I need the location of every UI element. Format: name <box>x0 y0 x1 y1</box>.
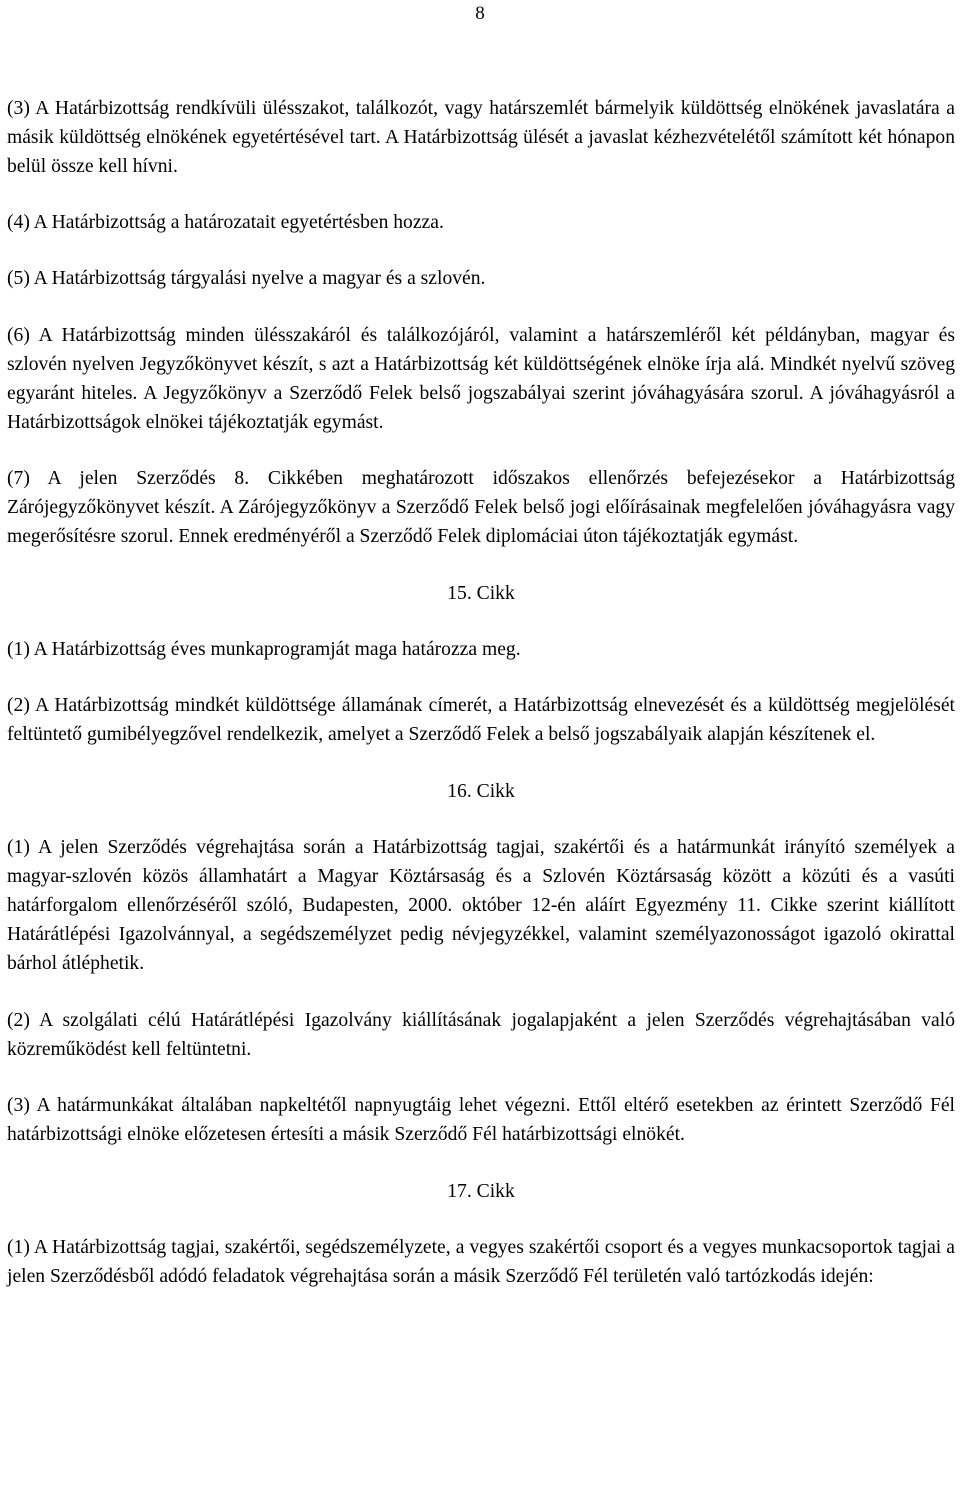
article-heading-17: 17. Cikk <box>447 1181 515 1202</box>
paragraph-16-1: (1) A jelen Szerződés végrehajtása során a Határbizottság tagjai, szakértői és a határmunkát irányító személyek a magyar-szlovén közös államhatárt a Magyar Köztársaság és a Szlovén Köztársaság között a közúti és a vasúti határforgalom ellenőrzéséről szóló, Budapesten, 2000. október 12-én aláírt Egyezmény 11. Cikke szerint kiállított Határátlépési Igazolvánnyal, a segédszemélyzet pedig névjegyzékkel, valamint személyazonosságot igazoló okirattal bárhol átléphetik. <box>7 837 955 974</box>
paragraph-16-3: (3) A határmunkákat általában napkeltétől napnyugtáig lehet végezni. Ettől eltérő esetekben az érintett Szerződő Fél határbizottsági elnöke előzetesen értesíti a másik Szerződő Fél határbizottsági elnökét. <box>7 1095 955 1145</box>
document-body <box>7 94 955 1291</box>
article-heading-15: 15. Cikk <box>447 583 515 604</box>
paragraph-14-3: (3) A Határbizottság rendkívüli ülésszakot, találkozót, vagy határszemlét bármelyik küldöttség elnökének javaslatára a másik küldöttség elnökének egyetértésével tart. A Határbizottság ülését a javaslat kézhezvételétől számított két hónapon belül össze kell hívni. <box>7 98 955 177</box>
paragraph-15-2: (2) A Határbizottság mindkét küldöttsége államának címerét, a Határbizottság elnevezését és a küldöttség megjelölését feltüntető gumibélyegzővel rendelkezik, amelyet a Szerződő Felek a belső jogszabályaik alapján készítenek el. <box>7 695 955 745</box>
paragraph-15-1: (1) A Határbizottság éves munkaprogramját maga határozza meg. <box>7 639 521 660</box>
paragraph-17-1: (1) A Határbizottság tagjai, szakértői, segédszemélyzete, a vegyes szakértői csoport és a vegyes munkacsoportok tagjai a jelen Szerződésből adódó feladatok végrehajtása során a másik Szerződő Fél területén való tartózkodás idején: <box>7 1237 955 1287</box>
paragraph-16-2: (2) A szolgálati célú Határátlépési Igazolvány kiállításának jogalapjaként a jelen Szerződés végrehajtásában való közreműködést kell feltüntetni. <box>7 1010 955 1060</box>
paragraph-14-7: (7) A jelen Szerződés 8. Cikkében meghatározott időszakos ellenőrzés befejezésekor a Határbizottság Zárójegyzőkönyvet készít. A Zárójegyzőkönyv a Szerződő Felek belső jogi előírásainak megfelelően jóváhagyásra vagy megerősítésre szorul. Ennek eredményéről a Szerződő Felek diplomáciai úton tájékoztatják egymást. <box>7 468 955 547</box>
paragraph-14-4: (4) A Határbizottság a határozatait egyetértésben hozza. <box>7 212 444 233</box>
paragraph-14-6: (6) A Határbizottság minden ülésszakáról és találkozójáról, valamint a határszemléről két példányban, magyar és szlovén nyelven Jegyzőkönyvet készít, s azt a Határbizottság két küldöttségének elnöke írja alá. Mindkét nyelvű szöveg egyaránt hiteles. A Jegyzőkönyv a Szerződő Felek belső jogszabályai szerint jóváhagyására szorul. A jóváhagyásról a Határbizottságok elnökei tájékoztatják egymást. <box>7 325 955 433</box>
paragraph-14-5: (5) A Határbizottság tárgyalási nyelve a magyar és a szlovén. <box>7 268 486 289</box>
page-number: 8 <box>475 3 485 24</box>
article-heading-16: 16. Cikk <box>447 781 515 802</box>
